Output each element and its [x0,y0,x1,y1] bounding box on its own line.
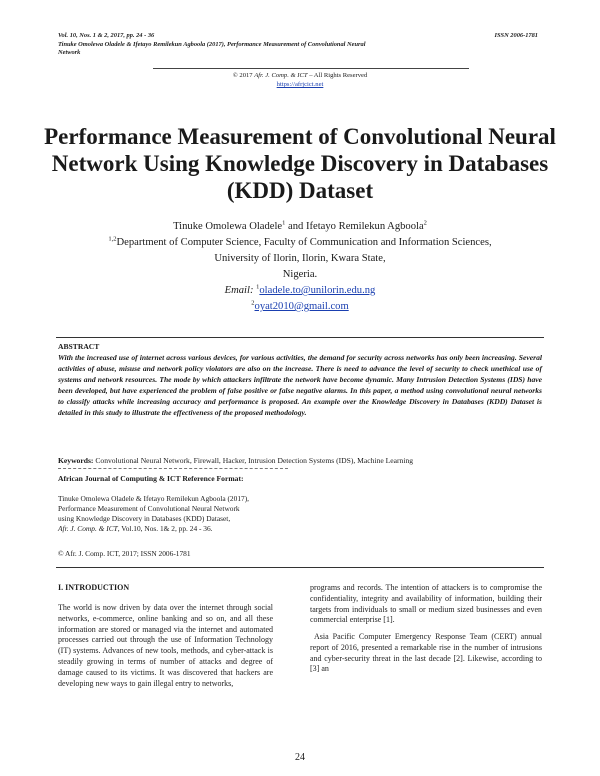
author-2-sup: 2 [423,219,427,227]
reference-divider [58,468,288,469]
intro-right-paragraph-1: programs and records. The intention of attackers is to compromise the confidentiality, integrity and availability of information, building their targets from individuals to small or medium sized businesses and even commercial enterprise [1]. [310,583,542,625]
reference-format-body [58,494,358,534]
abstract-heading: ABSTRACT [58,342,100,351]
page-number: 24 [295,752,305,763]
reference-volume: , Vol.10, Nos. 1& 2, pp. 24 - 36. [117,524,213,533]
email-1-sup: 1 [256,283,260,291]
author-2: Ifetayo Remilekun Agboola [305,221,424,232]
running-header [58,32,538,40]
introduction-heading: I. INTRODUCTION [58,583,130,592]
affiliation-line-1 [0,236,600,250]
citation-line-2: Network [58,49,81,56]
running-citation [58,41,538,57]
abstract-text: With the increased use of internet across various devices, for various activities, the demand for security across networks has only been increasing. Several activities of abuse, misuse and network policy violators are also on the increase. There is need to advance the level of security to check unethical use of systems and network resources. The mode by which attackers infiltrate the network have become dynamic. Many Intrusion Detection Systems (IDS) have been developed, but have experienced the problem of false positive or false negative alarms. In this paper, a method using convolutional neural networks to classify attacks while increasing accuracy and performance is proposed. An example over the Knowledge Discovery in Databases (KDD) Dataset is detailed in this study to illustrate the effectiveness of the proposed methodology. [58,353,542,417]
affiliation-line-3: Nigeria. [282,269,318,280]
reference-format-heading: African Journal of Computing & ICT Reference Format: [58,474,244,483]
intro-left-column: The world is now driven by data over the internet through social networks, e-commerce, online banking and so on, and all these information are stored or managed via the internet and automated processes carried out through the use of Information Technology (IT) systems. Advances of new tools, methods, and cyber-attack is steadily growing in terms of number of attacks and degree of damage caused to its victims. It was discovered that hackers are developing new ways to gain illegal entry to networks, [58,603,273,688]
affiliation-text-1: Department of Computer Science, Faculty of Communication and Information Sciences, [116,237,492,248]
body-divider [56,567,544,568]
intro-right-paragraph-2: Asia Pacific Computer Emergency Response Team (CERT) annual report of 2016, presented a remarkable rise in the number of intrusions and cyber-security threat in the last decade [2]. Likewise, according to [3] an [310,632,542,674]
affiliation-line-2: University of Ilorin, Ilorin, Kwara State, [214,253,386,264]
issn: ISSN 2006-1781 [494,32,538,39]
reference-line-4 [58,524,358,534]
keywords-text: Convolutional Neural Network, Firewall, Hacker, Intrusion Detection Systems (IDS), Machine Learning [95,456,414,465]
author-line [0,220,600,234]
copyright-prefix: © 2017 [232,72,255,79]
email-2-sup: 2 [251,299,255,307]
keywords-line [58,456,542,466]
reference-journal: Afr. J. Comp. & ICT [58,524,118,533]
email-line-2 [0,300,600,314]
volume-info: Vol. 10, Nos. 1 & 2, 2017, pp. 24 - 36 [58,32,155,39]
keywords-label: Keywords: [58,456,96,465]
copyright-suffix: – All Rights Reserved [307,72,368,79]
email-1-link[interactable]: oladele.to@unilorin.edu.ng [259,285,376,296]
email-line-1 [0,284,600,298]
email-label: Email: [224,285,257,296]
author-1-sup: 1 [282,219,286,227]
citation-line-1: Tinuke Omolewa Oladele & Ifetayo Remilekun Agboola (2017), Performance Measurement of Convolutional Neural [58,41,366,48]
copyright-journal: Afr. J. Comp. & ICT [254,72,308,79]
reference-line-1: Tinuke Omolewa Oladele & Ifetayo Remilekun Agboola (2017), [58,494,250,503]
affiliation-sup: 1,2 [108,235,117,243]
email-2-link[interactable]: oyat2010@gmail.com [254,301,349,312]
abstract-divider [56,337,544,338]
reference-line-3: using Knowledge Discovery in Databases (KDD) Dataset, [58,514,231,523]
journal-website-link[interactable]: https://afrjcict.net [276,81,324,88]
reference-copyright: © Afr. J. Comp. ICT, 2017; ISSN 2006-1781 [58,549,191,558]
header-divider [153,68,469,69]
author-conjunction: and [285,221,306,232]
paper-title: Performance Measurement of Convolutional Neural Network Using Knowledge Discovery in Databases (KDD) Dataset [44,124,556,203]
author-1: Tinuke Omolewa Oladele [173,221,283,232]
copyright-notice [0,72,600,80]
reference-line-2: Performance Measurement of Convolutional Neural Network [58,504,240,513]
